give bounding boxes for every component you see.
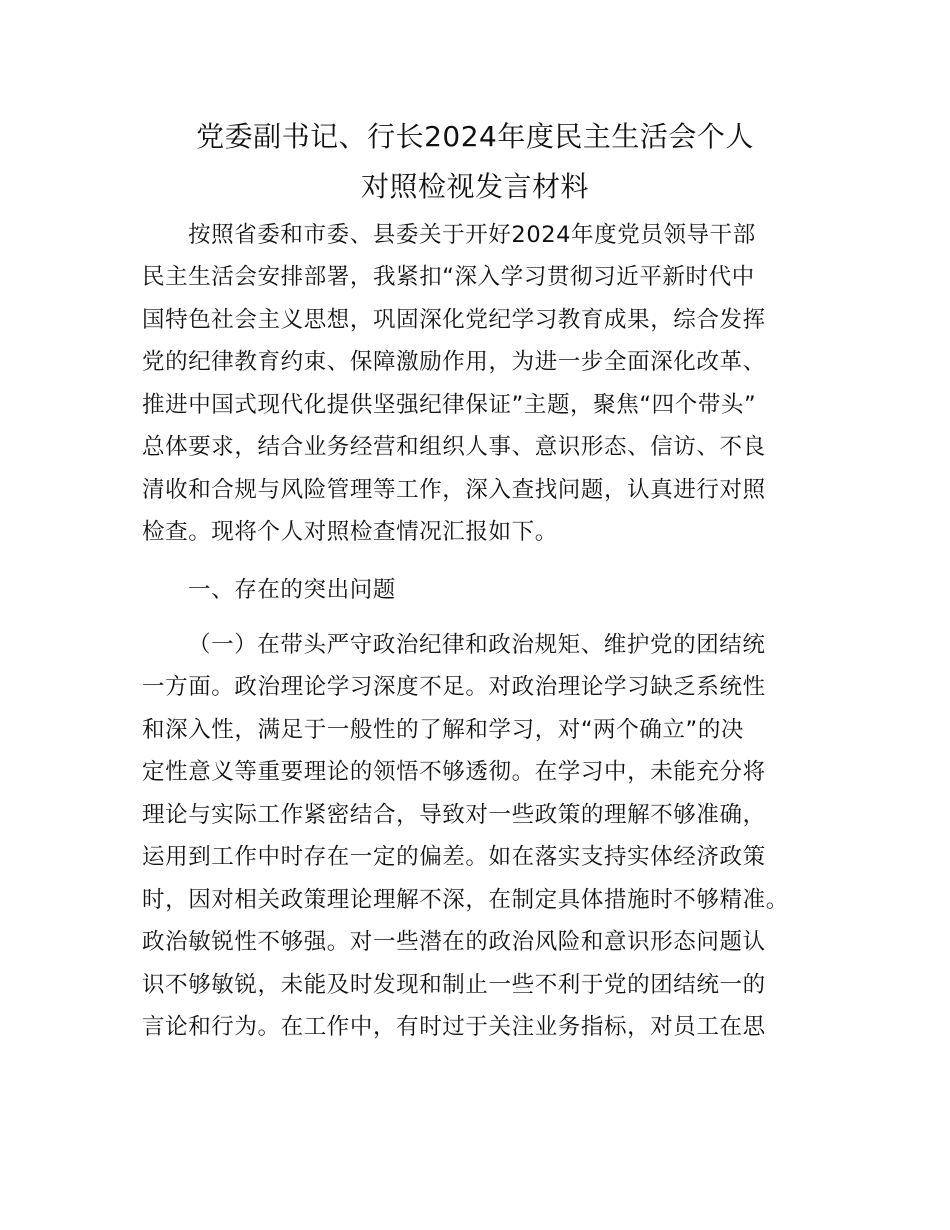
subsection-line-9: 识不够敏锐，未能及时发现和制止一些不利于党的团结统一的 (142, 972, 766, 998)
intro-line-4: 党的纪律教育约束、保障激励作用，为进一步全面深化改革、 (142, 349, 766, 375)
intro-line-1: 按照省委和市委、县委关于开好2024年度党员领导干部 (188, 222, 756, 248)
subsection-line-2: 一方面。政治理论学习深度不足。对政治理论学习缺乏系统性 (142, 674, 766, 700)
intro-line-8: 检查。现将个人对照检查情况汇报如下。 (142, 519, 558, 545)
document-title (140, 112, 810, 212)
intro-line-2: 民主生活会安排部署，我紧扣“深入学习贯彻习近平新时代中 (142, 264, 755, 290)
subsection-line-8: 政治敏锐性不够强。对一些潜在的政治风险和意识形态问题认 (142, 929, 766, 955)
subsection-line-4: 定性意义等重要理论的领悟不够透彻。在学习中，未能充分将 (142, 759, 766, 785)
intro-line-7: 清收和合规与风险管理等工作，深入查找问题，认真进行对照 (142, 477, 766, 503)
subsection-line-3: 和深入性，满足于一般性的了解和学习，对“两个确立”的决 (142, 717, 745, 743)
subsection-line-1: （一）在带头严守政治纪律和政治规矩、维护党的团结统 (188, 632, 766, 658)
subsection-line-5: 理论与实际工作紧密结合，导致对一些政策的理解不够准确， (142, 802, 766, 828)
title-line-1: 党委副书记、行长2024年度民主生活会个人 (196, 120, 754, 153)
subsection-line-10: 言论和行为。在工作中，有时过于关注业务指标，对员工在思 (142, 1014, 766, 1040)
intro-line-6: 总体要求，结合业务经营和组织人事、意识形态、信访、不良 (142, 434, 766, 460)
intro-line-3: 国特色社会主义思想，巩固深化党纪学习教育成果，综合发挥 (142, 307, 766, 333)
subsection-line-7: 时，因对相关政策理论理解不深，在制定具体措施时不够精准。 (142, 887, 789, 913)
title-line-2: 对照检视发言材料 (360, 170, 589, 203)
subsection-line-6: 运用到工作中时存在一定的偏差。如在落实支持实体经济政策 (142, 844, 766, 870)
intro-line-5: 推进中国式现代化提供坚强纪律保证”主题，聚焦“四个带头” (142, 392, 757, 418)
section-heading: 一、存在的突出问题 (188, 577, 396, 603)
